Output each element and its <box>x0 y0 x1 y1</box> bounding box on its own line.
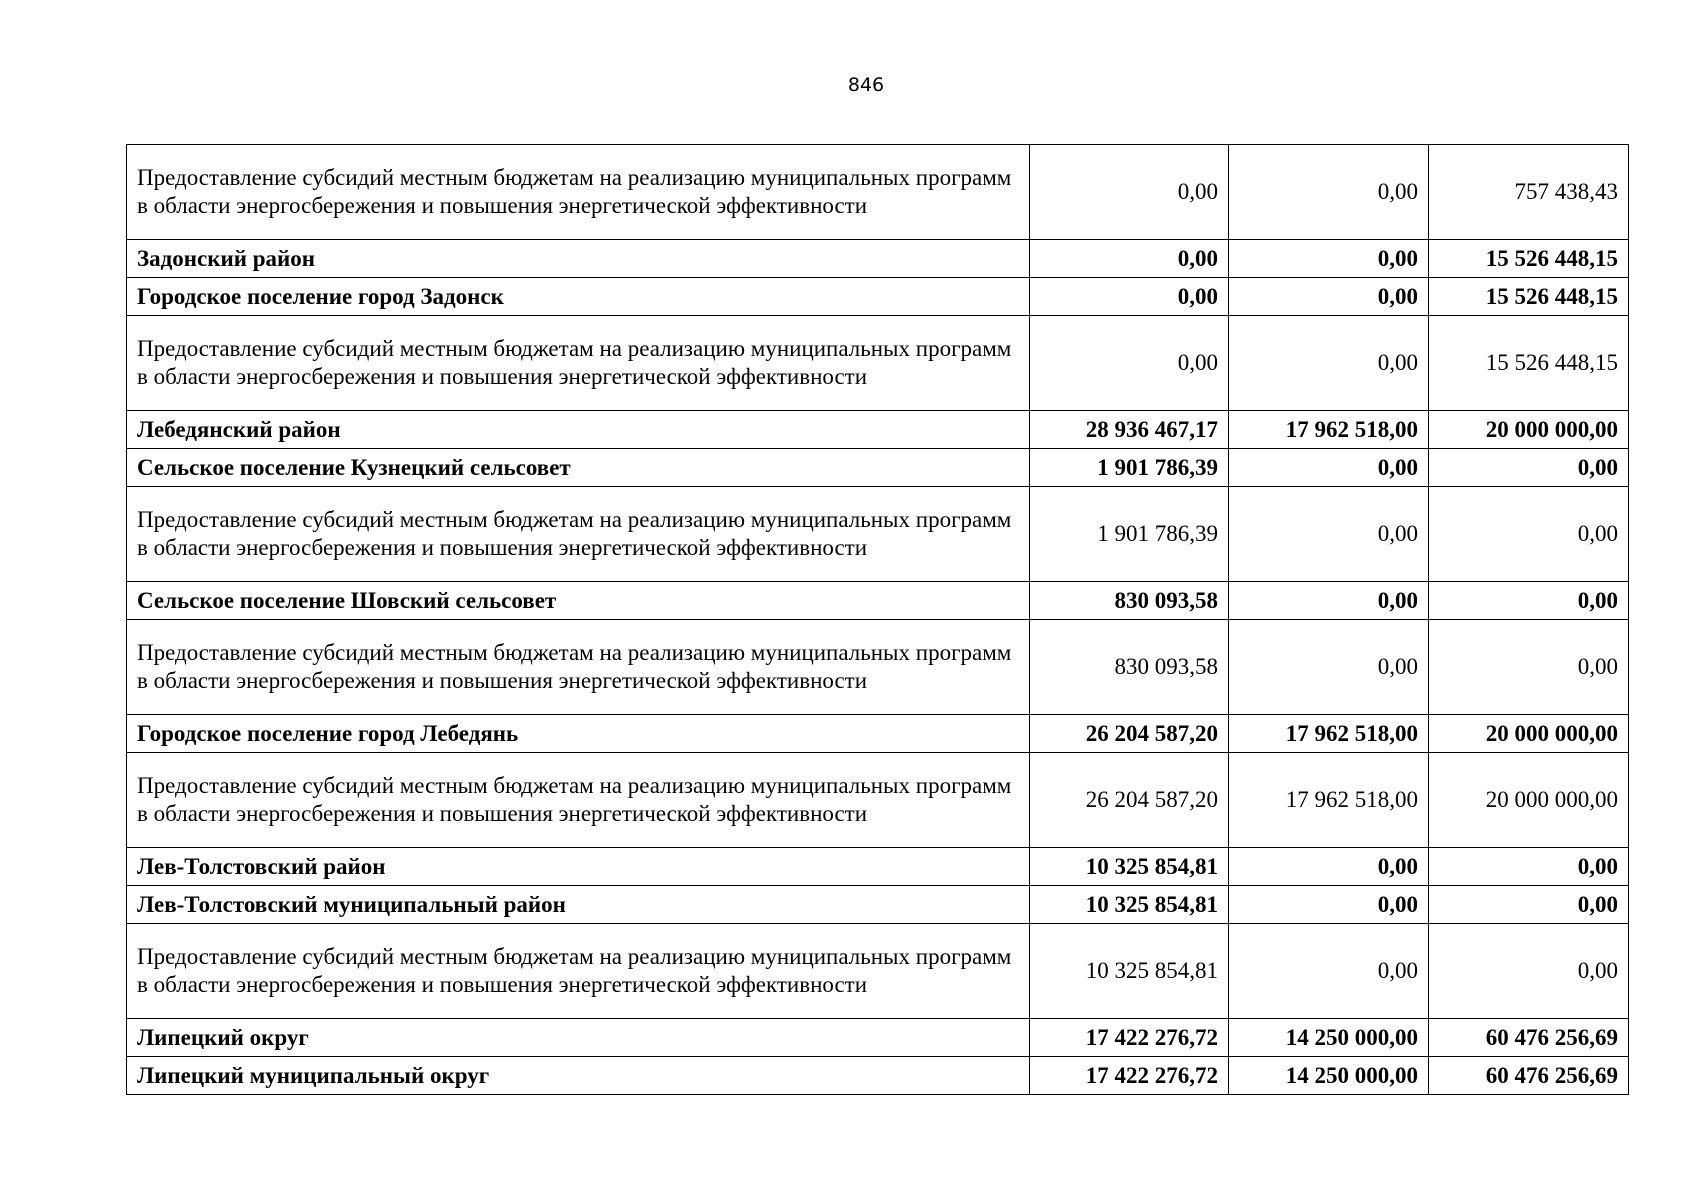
row-value-col3-cell: 0,00 <box>1429 487 1629 582</box>
row-name-cell: Лев-Толстовский район <box>127 848 1030 886</box>
table-row-subtotal <box>127 1057 1629 1095</box>
row-value-col3-cell: 15 526 448,15 <box>1429 240 1629 278</box>
row-value-col1-cell: 830 093,58 <box>1030 620 1229 715</box>
table-row-detail <box>127 924 1629 1019</box>
row-name-cell: Предоставление субсидий местным бюджетам на реализацию муниципальных программ в области энергосбережения и повышения энергетической эффективности <box>127 620 1030 715</box>
row-value-col2-cell: 0,00 <box>1229 886 1429 924</box>
row-name-cell: Липецкий муниципальный округ <box>127 1057 1030 1095</box>
row-value-col1-cell: 1 901 786,39 <box>1030 449 1229 487</box>
row-name-cell: Лев-Толстовский муниципальный район <box>127 886 1030 924</box>
table-row-detail <box>127 145 1629 240</box>
row-name-cell: Предоставление субсидий местным бюджетам на реализацию муниципальных программ в области энергосбережения и повышения энергетической эффективности <box>127 316 1030 411</box>
table-row-detail <box>127 487 1629 582</box>
row-value-col3-cell: 757 438,43 <box>1429 145 1629 240</box>
row-value-col2-cell: 0,00 <box>1229 449 1429 487</box>
row-value-col1-cell: 0,00 <box>1030 278 1229 316</box>
table-row-subtotal <box>127 582 1629 620</box>
row-value-col2-cell: 0,00 <box>1229 278 1429 316</box>
page-number: 846 <box>847 74 885 96</box>
row-value-col1-cell: 28 936 467,17 <box>1030 411 1229 449</box>
row-value-col3-cell: 15 526 448,15 <box>1429 278 1629 316</box>
row-value-col1-cell: 10 325 854,81 <box>1030 848 1229 886</box>
budget-table-body <box>127 145 1629 1095</box>
row-name-cell: Сельское поселение Шовский сельсовет <box>127 582 1030 620</box>
row-name-cell: Городское поселение город Задонск <box>127 278 1030 316</box>
row-value-col1-cell: 0,00 <box>1030 145 1229 240</box>
row-value-col1-cell: 26 204 587,20 <box>1030 753 1229 848</box>
row-value-col2-cell: 17 962 518,00 <box>1229 715 1429 753</box>
table-row-detail <box>127 316 1629 411</box>
row-value-col2-cell: 14 250 000,00 <box>1229 1057 1429 1095</box>
row-value-col3-cell: 60 476 256,69 <box>1429 1057 1629 1095</box>
table-row-subtotal <box>127 240 1629 278</box>
row-name-cell: Городское поселение город Лебедянь <box>127 715 1030 753</box>
table-row-subtotal <box>127 886 1629 924</box>
row-name-cell: Предоставление субсидий местным бюджетам на реализацию муниципальных программ в области энергосбережения и повышения энергетической эффективности <box>127 753 1030 848</box>
row-value-col2-cell: 0,00 <box>1229 924 1429 1019</box>
row-value-col2-cell: 0,00 <box>1229 582 1429 620</box>
table-row-subtotal <box>127 1019 1629 1057</box>
row-value-col3-cell: 0,00 <box>1429 848 1629 886</box>
row-value-col2-cell: 0,00 <box>1229 145 1429 240</box>
row-value-col3-cell: 20 000 000,00 <box>1429 411 1629 449</box>
row-value-col3-cell: 20 000 000,00 <box>1429 715 1629 753</box>
row-value-col1-cell: 1 901 786,39 <box>1030 487 1229 582</box>
table-row-subtotal <box>127 449 1629 487</box>
table-row-subtotal <box>127 278 1629 316</box>
row-name-cell: Лебедянский район <box>127 411 1030 449</box>
row-value-col2-cell: 17 962 518,00 <box>1229 753 1429 848</box>
row-value-col3-cell: 15 526 448,15 <box>1429 316 1629 411</box>
table-row-detail <box>127 753 1629 848</box>
row-value-col2-cell: 0,00 <box>1229 316 1429 411</box>
row-value-col3-cell: 0,00 <box>1429 620 1629 715</box>
table-row-detail <box>127 620 1629 715</box>
row-name-cell: Задонский район <box>127 240 1030 278</box>
row-value-col2-cell: 14 250 000,00 <box>1229 1019 1429 1057</box>
row-value-col1-cell: 0,00 <box>1030 316 1229 411</box>
table-row-subtotal <box>127 848 1629 886</box>
row-name-cell: Предоставление субсидий местным бюджетам на реализацию муниципальных программ в области энергосбережения и повышения энергетической эффективности <box>127 924 1030 1019</box>
row-value-col1-cell: 0,00 <box>1030 240 1229 278</box>
table-row-subtotal <box>127 715 1629 753</box>
row-value-col2-cell: 0,00 <box>1229 620 1429 715</box>
budget-table <box>126 144 1629 1095</box>
table-row-subtotal <box>127 411 1629 449</box>
row-name-cell: Предоставление субсидий местным бюджетам на реализацию муниципальных программ в области энергосбережения и повышения энергетической эффективности <box>127 145 1030 240</box>
row-value-col2-cell: 0,00 <box>1229 487 1429 582</box>
row-value-col2-cell: 17 962 518,00 <box>1229 411 1429 449</box>
row-value-col1-cell: 26 204 587,20 <box>1030 715 1229 753</box>
row-value-col3-cell: 60 476 256,69 <box>1429 1019 1629 1057</box>
row-value-col2-cell: 0,00 <box>1229 240 1429 278</box>
row-value-col1-cell: 830 093,58 <box>1030 582 1229 620</box>
row-value-col2-cell: 0,00 <box>1229 848 1429 886</box>
row-name-cell: Липецкий округ <box>127 1019 1030 1057</box>
row-value-col1-cell: 17 422 276,72 <box>1030 1019 1229 1057</box>
row-value-col3-cell: 0,00 <box>1429 886 1629 924</box>
row-value-col1-cell: 17 422 276,72 <box>1030 1057 1229 1095</box>
row-value-col3-cell: 0,00 <box>1429 924 1629 1019</box>
row-value-col1-cell: 10 325 854,81 <box>1030 886 1229 924</box>
row-name-cell: Сельское поселение Кузнецкий сельсовет <box>127 449 1030 487</box>
row-value-col3-cell: 0,00 <box>1429 582 1629 620</box>
row-value-col1-cell: 10 325 854,81 <box>1030 924 1229 1019</box>
row-value-col3-cell: 20 000 000,00 <box>1429 753 1629 848</box>
row-name-cell: Предоставление субсидий местным бюджетам на реализацию муниципальных программ в области энергосбережения и повышения энергетической эффективности <box>127 487 1030 582</box>
row-value-col3-cell: 0,00 <box>1429 449 1629 487</box>
